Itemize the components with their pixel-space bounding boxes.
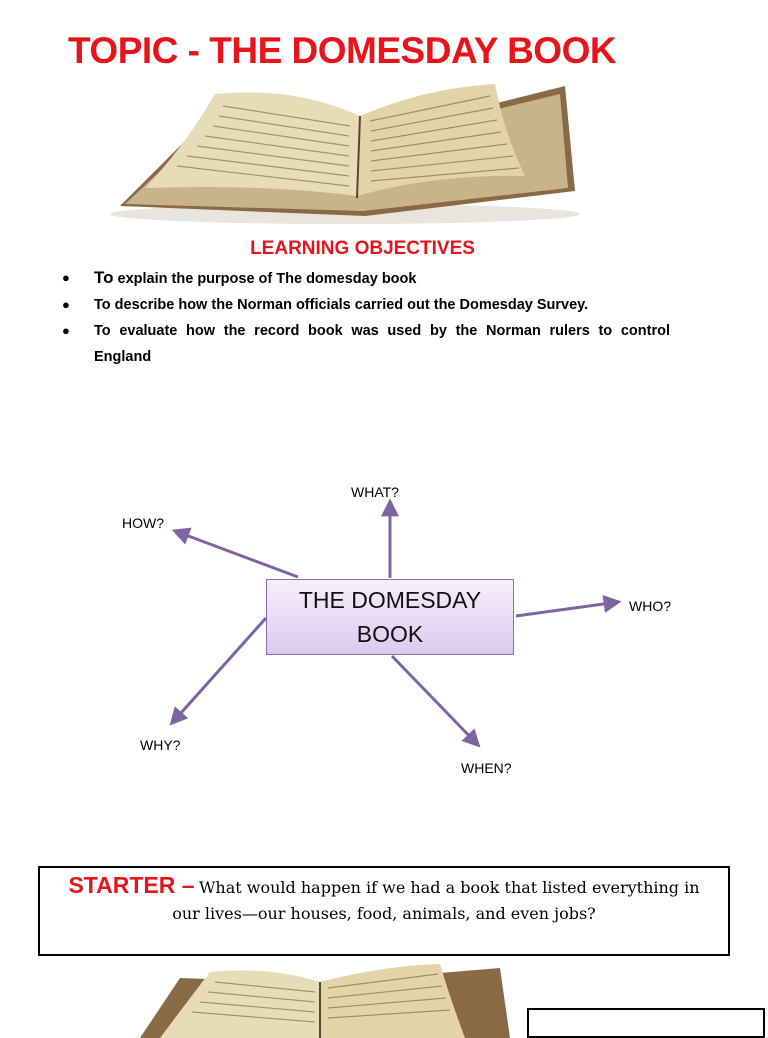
objective-item (60, 265, 670, 292)
bottom-text-box (527, 1008, 765, 1038)
page-title: TOPIC - THE DOMESDAY BOOK (68, 30, 617, 71)
bullet-icon: ● (62, 323, 70, 338)
label-what: WHAT? (351, 484, 399, 500)
domesday-book-image-bottom (120, 958, 520, 1038)
label-how: HOW? (122, 515, 164, 531)
arrow-who (516, 602, 618, 616)
starter-label: STARTER – (68, 872, 195, 898)
label-who: WHO? (629, 598, 671, 614)
label-why: WHY? (140, 737, 181, 753)
objective-text: To evaluate how the record book was used by the Norman rulers to control England (94, 323, 670, 365)
starter-box (38, 866, 730, 956)
objectives-list (60, 265, 670, 370)
starter-question: What would happen if we had a book that listed everything in our lives—our houses, food, animals, and even jobs? (172, 878, 700, 923)
objective-first-word: To (94, 268, 114, 287)
objective-text: explain the purpose of The domesday book (113, 271, 417, 287)
objective-item (60, 292, 670, 318)
arrow-when (392, 656, 478, 745)
domesday-book-image (105, 76, 585, 226)
objective-text: To describe how the Norman officials carried out the Domesday Survey. (94, 297, 589, 313)
arrow-how (175, 531, 298, 577)
learning-objectives-heading: LEARNING OBJECTIVES (250, 238, 475, 259)
bullet-icon: ● (62, 297, 70, 312)
label-when: WHEN? (461, 760, 512, 776)
bullet-icon: ● (62, 270, 70, 285)
objective-item (60, 318, 670, 370)
arrow-why (172, 618, 266, 723)
center-node: THE DOMESDAY BOOK (266, 579, 514, 655)
